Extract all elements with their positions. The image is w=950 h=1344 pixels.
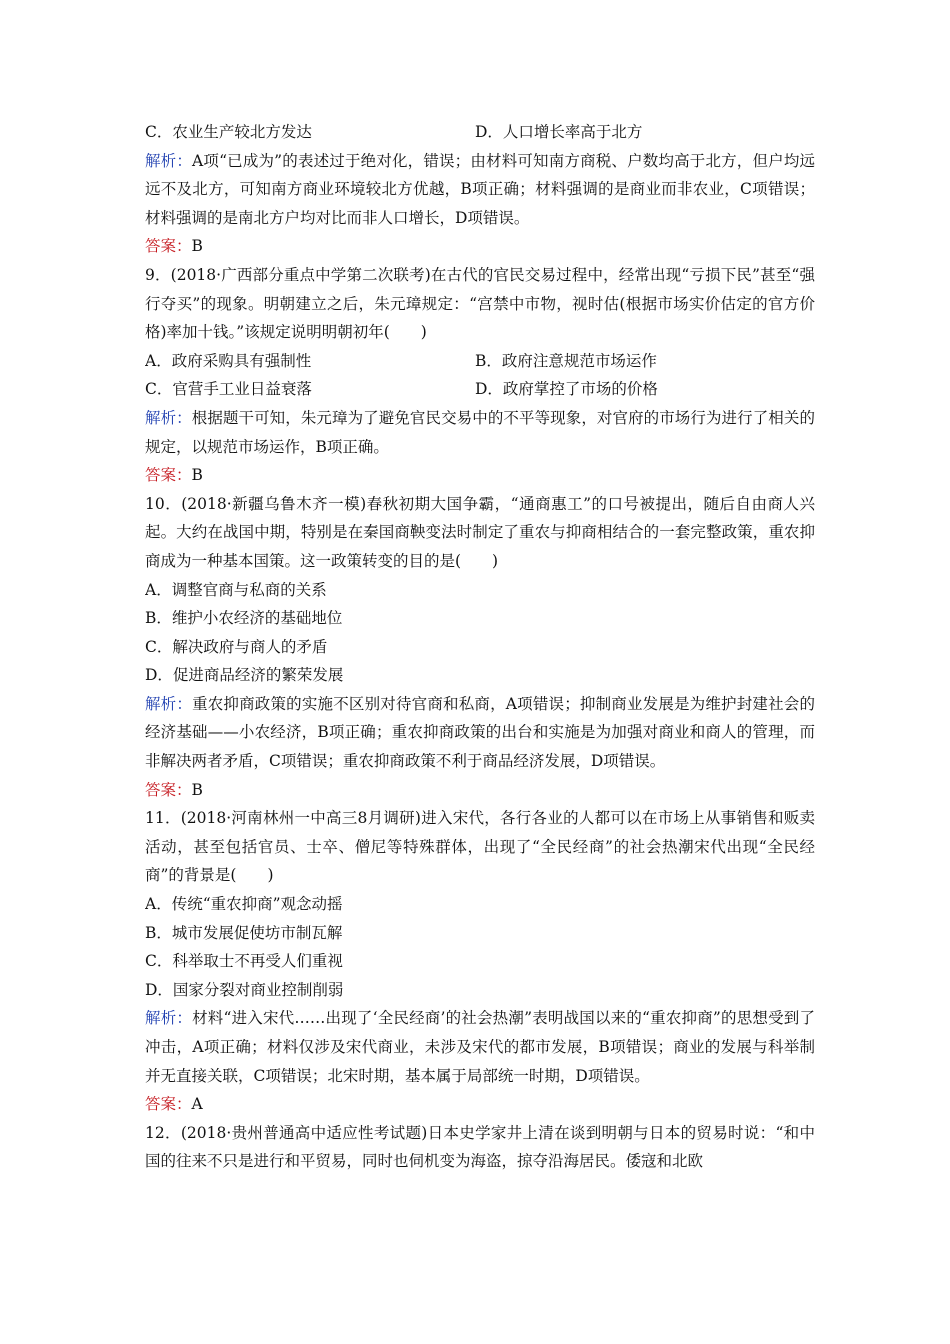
q9-answer-value: B: [191, 466, 203, 485]
q10-stem: 10．(2018·新疆乌鲁木齐一模)春秋初期大国争霸，“通商惠工”的口号被提出，随后自由商人兴起。大约在战国中期，特别是在秦国商鞅变法时制定了重农与抑商相结合的一套完整政策，重农抑商成为一种基本国策。这一政策转变的目的是( ): [145, 494, 815, 570]
document-page: [145, 118, 815, 1176]
answer-label: 答案：: [145, 466, 192, 485]
q9-option-b: B．政府注意规范市场运作: [475, 351, 657, 370]
q10-option-b: B．维护小农经济的基础地位: [145, 609, 343, 628]
q9-option-c: C．官营手工业日益衰落: [145, 380, 312, 399]
q11-analysis: [145, 1004, 815, 1090]
q9-option-d: D．政府掌控了市场的价格: [475, 380, 658, 399]
q12-stem: 12．(2018·贵州普通高中适应性考试题)日本史学家井上清在谈到明朝与日本的贸易时说：“和中国的往来不只是进行和平贸易，同时也伺机变为海盗，掠夺沿海居民。倭寇和北欧: [145, 1123, 815, 1171]
analysis-label: 解析：: [145, 1009, 193, 1028]
answer-label: 答案：: [145, 780, 192, 799]
q8-option-c: C．农业生产较北方发达: [145, 123, 312, 141]
q8-analysis-text: A项“已成为”的表述过于绝对化，错误；由材料可知南方商税、户数均高于北方，但户均远远不及北方，可知南方商业环境较北方优越，B项正确；材料强调的是商业而非农业，C项错误；材料强调的是南北方户均对比而非人口增长，D项错误。: [145, 151, 815, 227]
q8-answer-value: B: [191, 237, 203, 256]
q10-answer: [145, 776, 815, 805]
q10-option-c: C．解决政府与商人的矛盾: [145, 637, 328, 656]
q9-options-ab: [145, 347, 815, 376]
analysis-label: 解析：: [145, 408, 192, 427]
q8-analysis: [145, 147, 815, 233]
analysis-label: 解析：: [145, 151, 193, 170]
q10-option-a: A．调整官商与私商的关系: [145, 580, 327, 599]
q9-analysis: [145, 404, 815, 461]
q8-options-cd: [145, 118, 815, 147]
q11-option-d: D．国家分裂对商业控制削弱: [145, 980, 344, 999]
q11-stem: 11．(2018·河南林州一中高三8月调研)进入宋代，各行各业的人都可以在市场上从事销售和贩卖活动，甚至包括官员、士卒、僧尼等特殊群体，出现了“全民经商”的社会热潮宋代出现“全民经商”的背景是( ): [145, 809, 815, 885]
q10-option-d: D．促进商品经济的繁荣发展: [145, 666, 344, 685]
answer-label: 答案：: [145, 237, 192, 256]
q11-option-c: C．科举取士不再受人们重视: [145, 952, 343, 971]
q9-analysis-text: 根据题干可知，朱元璋为了避免官民交易中的不平等现象，对官府的市场行为进行了相关的规定，以规范市场运作，B项正确。: [145, 408, 815, 456]
q9-answer: [145, 461, 815, 490]
q10-answer-value: B: [191, 780, 203, 799]
q11-option-b: B．城市发展促使坊市制瓦解: [145, 923, 343, 942]
q8-option-d: D．人口增长率高于北方: [475, 123, 643, 141]
analysis-label: 解析：: [145, 694, 193, 713]
q10-analysis: [145, 690, 815, 776]
q11-answer: [145, 1090, 815, 1119]
q11-analysis-text: 材料“进入宋代……出现了‘全民经商’的社会热潮”表明战国以来的“重农抑商”的思想受到了冲击，A项正确；材料仅涉及宋代商业，未涉及宋代的都市发展，B项错误；商业的发展与科举制并无直接关联，C项错误；北宋时期，基本属于局部统一时期，D项错误。: [145, 1009, 815, 1085]
q9-options-cd: [145, 375, 815, 404]
q9-stem: 9．(2018·广西部分重点中学第二次联考)在古代的官民交易过程中，经常出现“亏损下民”甚至“强行夺买”的现象。明朝建立之后，朱元璋规定：“宫禁中市物，视时估(根据市场实价估定的官方价格)率加十钱。”该规定说明明朝初年( ): [145, 265, 815, 342]
q10-analysis-text: 重农抑商政策的实施不区别对待官商和私商，A项错误；抑制商业发展是为维护封建社会的经济基础——小农经济，B项正确；重农抑商政策的出台和实施是为加强对商业和商人的管理，而非解决两者矛盾，C项错误；重农抑商政策不利于商品经济发展，D项错误。: [145, 694, 815, 771]
q9-option-a: A．政府采购具有强制性: [145, 351, 312, 370]
q8-answer: [145, 232, 815, 261]
q11-option-a: A．传统“重农抑商”观念动摇: [145, 895, 343, 914]
answer-label: 答案：: [145, 1095, 192, 1114]
q11-answer-value: A: [191, 1095, 203, 1114]
